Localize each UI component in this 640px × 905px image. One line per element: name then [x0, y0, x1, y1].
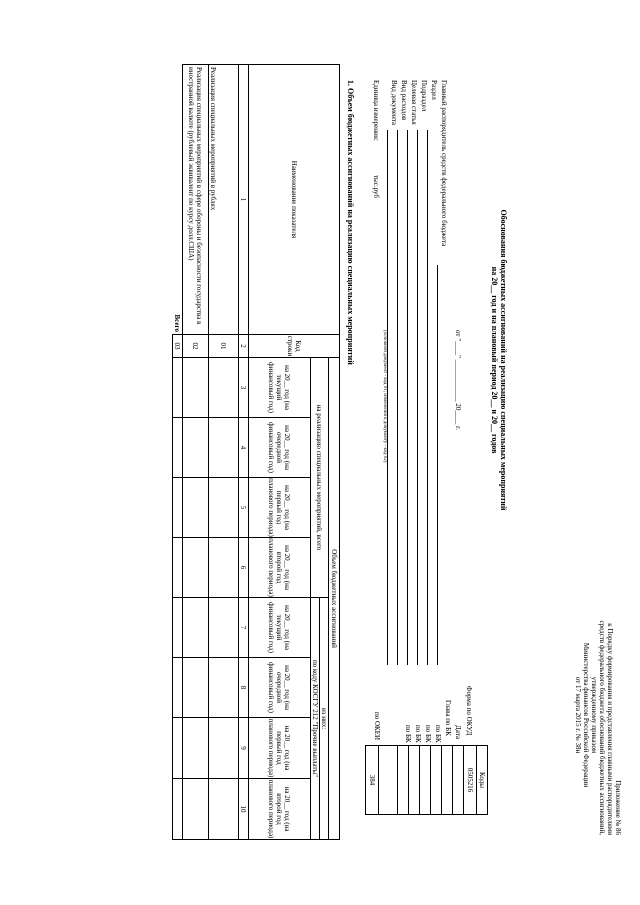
razdel-code-label: по БК [434, 725, 442, 743]
col-number: 9 [239, 718, 249, 779]
value-cell[interactable] [173, 358, 183, 418]
appendix-line: Приложение № 86 [614, 780, 622, 835]
th-group: Объем бюджетных ассигнований [329, 358, 340, 840]
cs-value [409, 746, 420, 815]
field-gr: Главный распорядитель средств федерального бюджета [440, 80, 448, 247]
value-cell[interactable] [209, 358, 239, 418]
appendix-line: средств федерального бюджета обоснований бюджетных ассигнований, [598, 620, 606, 835]
value-cell[interactable] [183, 358, 209, 418]
value-cell[interactable] [209, 598, 239, 658]
codes-header: Коды [477, 746, 488, 815]
razdel-value [431, 746, 442, 815]
value-cell[interactable] [173, 478, 183, 538]
appendix-line: от 17 марта 2015 г. № 38н [574, 676, 582, 754]
unit-label: Единица измерения: [372, 80, 380, 141]
value-cell[interactable] [173, 598, 183, 658]
th-total: на реализацию специальных мероприятий, всего [311, 358, 329, 598]
date-value [453, 746, 464, 815]
value-cell[interactable] [173, 418, 183, 478]
th-kosgu: по коду КОСГУ 212 "Прочие выплаты" [311, 598, 320, 840]
table-row [173, 65, 183, 840]
value-cell[interactable] [209, 779, 239, 840]
value-cell[interactable] [183, 779, 209, 840]
row-code: 01 [209, 335, 239, 358]
th-col: на 20__ год (на первый год планового периода) [249, 478, 311, 538]
value-cell[interactable] [209, 718, 239, 779]
th-col: на 20__ год (на первый год планового периода) [249, 718, 311, 779]
cs-code-label: по БК [414, 725, 422, 743]
value-cell[interactable] [209, 658, 239, 718]
row-name: Реализация специальных мероприятий в сфере обороны и безопасности государства в иностранной валюте (рублевый эквивалент по курсу долл.США) [183, 65, 209, 335]
podrazdel-code-label: по БК [424, 725, 432, 743]
value-cell[interactable] [183, 718, 209, 779]
value-cell[interactable] [173, 658, 183, 718]
appendix-line: Министерства финансов Российской Федерации [582, 642, 590, 788]
title-line-2: на 20__ год и на плановый период 20__ и 20__ годов [490, 266, 499, 454]
col-number: 7 [239, 598, 249, 658]
col-number: 1 [239, 65, 249, 335]
col-number: 5 [239, 478, 249, 538]
field-podrazdel: Подраздел [420, 80, 428, 112]
col-number: 3 [239, 358, 249, 418]
glava-value [442, 746, 453, 815]
value-cell[interactable] [183, 538, 209, 598]
col-number: 10 [239, 779, 249, 840]
col-number: 6 [239, 538, 249, 598]
main-table [172, 64, 340, 840]
value-cell[interactable] [173, 538, 183, 598]
appendix-line: утвержденному приказом [590, 676, 598, 754]
value-cell[interactable] [183, 658, 209, 718]
th-col: на 20__ год (на очередной финансовый год) [249, 658, 311, 718]
main-table-wrap [172, 64, 340, 840]
th-col: на 20__ год (на очередной финансовый год) [249, 418, 311, 478]
th-col: на 20__ год (на текущий финансовый год) [249, 598, 311, 658]
th-incl: из них: [320, 598, 329, 840]
table-row [183, 65, 209, 840]
unit-value: тыс.руб [372, 175, 380, 198]
row-code: 02 [183, 335, 209, 358]
codes-box [365, 745, 488, 815]
podrazdel-value [420, 746, 431, 815]
value-cell[interactable] [209, 478, 239, 538]
appendix-block [574, 505, 622, 835]
col-number: 8 [239, 658, 249, 718]
doc-note: (основной документ - код 01; изменения к документу - код 02) [382, 330, 387, 463]
col-number: 2 [239, 335, 249, 358]
value-cell[interactable] [173, 779, 183, 840]
okei-value: 384 [366, 746, 379, 815]
th-code: Код строки [249, 335, 340, 358]
date-label: Дата [454, 725, 462, 739]
value-cell[interactable] [183, 418, 209, 478]
field-cs: Целевая статья [410, 80, 418, 125]
value-cell[interactable] [183, 478, 209, 538]
okei-label: по ОКЕИ [373, 712, 381, 741]
title-date-line: от "____" ____________ 20____ г. [454, 330, 462, 431]
value-cell[interactable] [173, 718, 183, 779]
th-name: Наименование показателя [249, 65, 340, 335]
section-title: 1. Объем бюджетных ассигнований на реализацию специальных мероприятий [346, 80, 355, 365]
col-number: 4 [239, 418, 249, 478]
appendix-line: к Порядку формирования и представления главными распорядителями [606, 623, 614, 835]
okud-label: Форма по ОКУД [465, 686, 473, 736]
vr-value [398, 746, 409, 815]
row-code: 03 [173, 335, 183, 358]
th-col: на 20__ год (на второй год планового периода) [249, 779, 311, 840]
okud-value: 0505216 [464, 746, 477, 815]
th-col: на 20__ год (на второй год планового периода) [249, 538, 311, 598]
field-vr: Вид расходов [400, 80, 408, 121]
vr-code-label: по БК [404, 725, 412, 743]
th-col: на 20__ год (на текущий финансовый год) [249, 358, 311, 418]
value-cell[interactable] [209, 418, 239, 478]
empty-value [379, 746, 398, 815]
row-name: Всего [173, 65, 183, 335]
page-title [490, 150, 508, 570]
value-cell[interactable] [209, 538, 239, 598]
title-line-1: Обоснования бюджетных ассигнований на реализацию специальных мероприятий [499, 209, 508, 511]
value-cell[interactable] [183, 598, 209, 658]
field-vd: Вид документа [390, 80, 398, 126]
field-razdel: Раздел [430, 80, 438, 100]
table-row [209, 65, 239, 840]
glava-label: Глава по БК [444, 700, 452, 736]
row-name: Реализация специальных мероприятий в рублях [209, 65, 239, 335]
